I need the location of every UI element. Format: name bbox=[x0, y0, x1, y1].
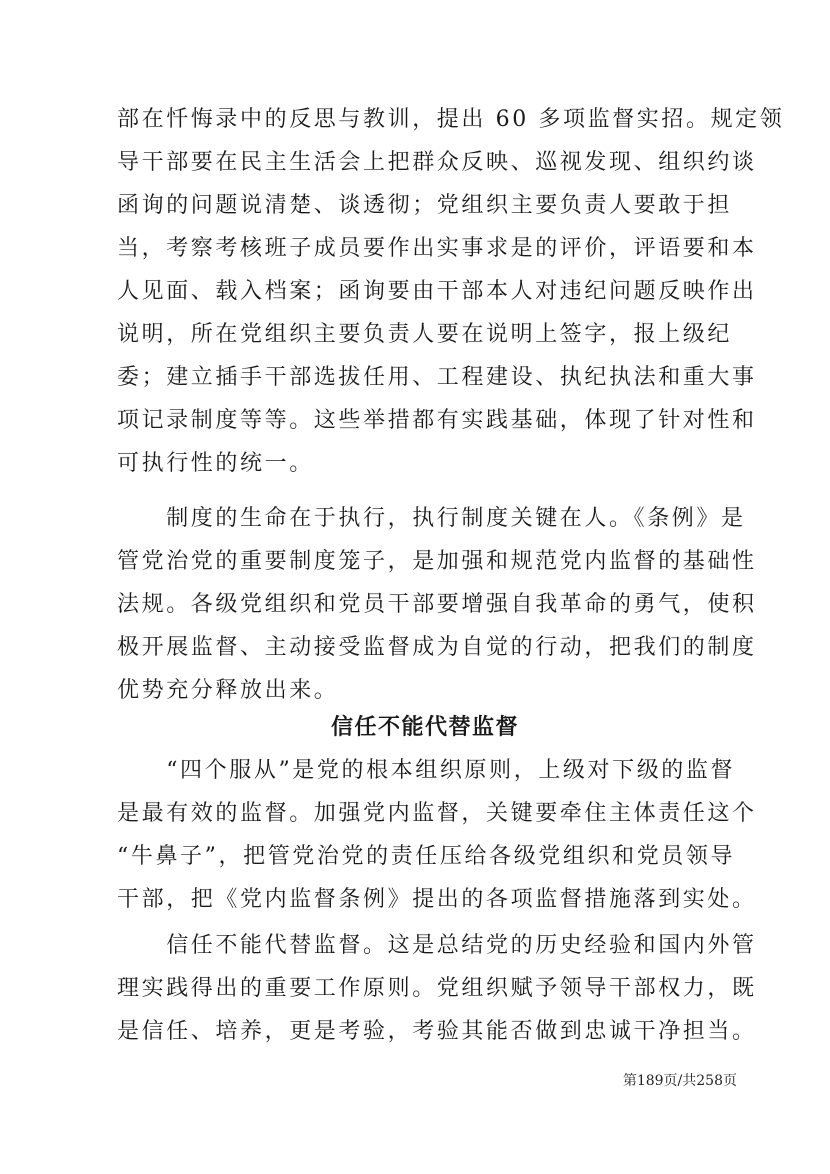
page-number: 第189页/共258页 bbox=[622, 1073, 737, 1089]
text-line: 部在忏悔录中的反思与教训，提出 60 多项监督实招。规定领 bbox=[117, 107, 785, 132]
text-line: 是信任、培养，更是考验，考验其能否做到忠诚干净担当。 bbox=[117, 1019, 757, 1044]
paragraph-3 bbox=[117, 749, 757, 921]
paragraph-2 bbox=[117, 497, 757, 712]
text-line: 函询的问题说清楚、谈透彻；党组织主要负责人要敢于担 bbox=[117, 193, 733, 218]
text-line: 理实践得出的重要工作原则。党组织赋予领导干部权力，既 bbox=[117, 976, 757, 1001]
paragraph-4 bbox=[117, 924, 757, 1053]
text-line: 干部，把《党内监督条例》提出的各项监督措施落到实处。 bbox=[117, 887, 757, 912]
section-heading: 信任不能代替监督 bbox=[330, 714, 519, 740]
text-line: 可执行性的统一。 bbox=[117, 451, 314, 476]
text-line: 是最有效的监督。加强党内监督，关键要牵住主体责任这个 bbox=[117, 801, 757, 826]
text-line: 法规。各级党组织和党员干部要增强自我革命的勇气，使积 bbox=[117, 592, 757, 617]
text-line: 项记录制度等等。这些举措都有实践基础，体现了针对性和 bbox=[117, 408, 757, 433]
text-line: “牛鼻子”，把管党治党的责任压给各级党组织和党员领导 bbox=[117, 844, 736, 869]
text-line: 当，考察考核班子成员要作出实事求是的评价，评语要和本 bbox=[117, 236, 757, 261]
text-line: 导干部要在民主生活会上把群众反映、巡视发现、组织约谈 bbox=[117, 150, 757, 175]
text-line: 信任不能代替监督。这是总结党的历史经验和国内外管 bbox=[117, 933, 757, 958]
paragraph-1 bbox=[117, 98, 785, 485]
text-line: “四个服从”是党的根本组织原则，上级对下级的监督 bbox=[117, 758, 736, 783]
text-line: 制度的生命在于执行，执行制度关键在人。《条例》是 bbox=[117, 506, 746, 531]
text-line: 优势充分释放出来。 bbox=[117, 678, 339, 703]
text-line: 管党治党的重要制度笼子，是加强和规范党内监督的基础性 bbox=[117, 549, 757, 574]
text-line: 说明，所在党组织主要负责人要在说明上签字，报上级纪 bbox=[117, 322, 733, 347]
text-line: 委；建立插手干部选拔任用、工程建设、执纪执法和重大事 bbox=[117, 365, 757, 390]
text-line: 人见面、载入档案；函询要由干部本人对违纪问题反映作出 bbox=[117, 279, 757, 304]
text-line: 极开展监督、主动接受监督成为自觉的行动，把我们的制度 bbox=[117, 635, 757, 660]
